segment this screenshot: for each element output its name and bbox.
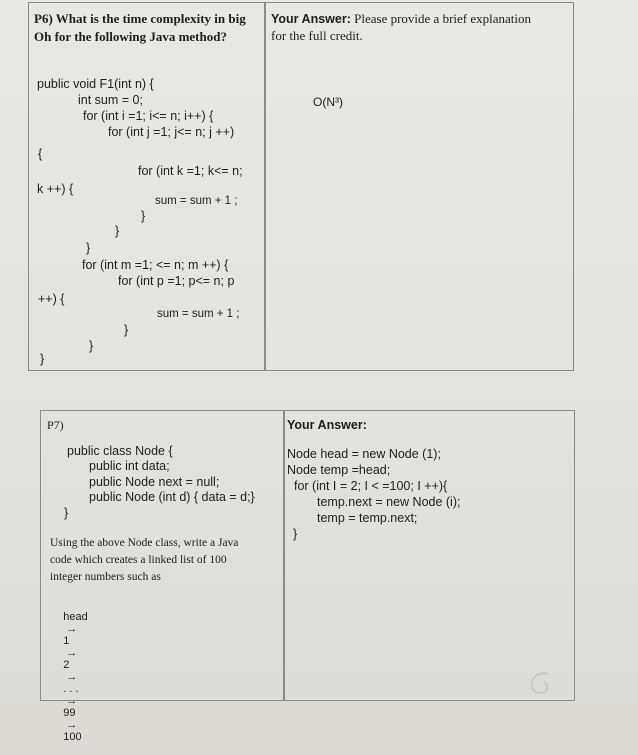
p6-code-line: }: [124, 323, 129, 337]
p7-prompt-line: code which creates a linked list of 100: [50, 554, 227, 566]
p6-code-line: for (int i =1; i<= n; i++) {: [83, 109, 214, 123]
p6-question-line-1: P6) What is the time complexity in big: [34, 11, 246, 26]
p6-code-line: for (int p =1; p<= n; p: [118, 274, 235, 288]
p6-code-line: sum = sum + 1 ;: [157, 308, 240, 320]
list-node-value: 100: [63, 731, 82, 743]
list-node-value: 2: [63, 659, 70, 671]
arrow-right-icon: →: [63, 695, 81, 707]
p7-answer-line: for (int I = 2; I < =100; I ++){: [294, 479, 448, 493]
arrow-right-icon: →: [63, 671, 81, 683]
arrow-right-icon: →: [63, 647, 81, 659]
p6-code-line: {: [38, 147, 43, 161]
p6-code-line: for (int j =1; j<= n; j ++): [108, 125, 235, 139]
p6-code-line: k ++) {: [37, 182, 74, 196]
p6-answer-instruction: [271, 11, 531, 27]
p7-answer-line: temp.next = new Node (i);: [317, 495, 461, 509]
p6-code-line: for (int k =1; k<= n;: [138, 164, 243, 178]
p7-code-line: public class Node {: [67, 444, 173, 458]
p6-code-line: sum = sum + 1 ;: [155, 195, 238, 207]
p7-answer-line: }: [293, 527, 298, 541]
p6-answer-instruction-text: Please provide a brief explanation: [350, 11, 532, 26]
p6-code-line: }: [89, 339, 94, 353]
p6-answer-value: O(N³): [313, 95, 343, 109]
list-head-label: head: [63, 611, 88, 623]
p6-code-line: }: [86, 241, 91, 255]
p7-answer-heading: Your Answer:: [287, 418, 367, 432]
p6-code-line: }: [40, 352, 45, 366]
p6-answer-box: [264, 2, 574, 371]
p7-label: P7): [47, 418, 64, 432]
p7-code-line: public int data;: [89, 459, 170, 473]
p7-answer-line: temp = temp.next;: [317, 511, 418, 525]
p7-code-line: public Node next = null;: [89, 475, 220, 489]
list-ellipsis: . . .: [63, 683, 79, 695]
list-node-value: 1: [63, 635, 70, 647]
list-node-value: 99: [63, 707, 76, 719]
p6-code-line: }: [141, 209, 146, 223]
p6-answer-heading: Your Answer:: [271, 12, 351, 26]
p6-code-line: int sum = 0;: [78, 93, 143, 107]
p7-answer-line: Node head = new Node (1);: [287, 447, 441, 461]
p7-answer-line: Node temp =head;: [287, 463, 391, 477]
p7-code-line: }: [64, 506, 69, 520]
p6-code-line: }: [115, 224, 120, 238]
p6-question-line-2: Oh for the following Java method?: [34, 29, 227, 44]
p6-code-line: ++) {: [38, 292, 65, 306]
p7-code-line: public Node (int d) { data = d;}: [89, 490, 255, 504]
p7-prompt-line: integer numbers such as: [50, 571, 161, 583]
p6-code-line: public void F1(int n) {: [37, 77, 154, 91]
linked-list-example: [51, 599, 88, 755]
pencil-scribble-icon: [520, 668, 560, 698]
p6-code-line: for (int m =1; <= n; m ++) {: [82, 258, 229, 272]
arrow-right-icon: →: [63, 719, 81, 731]
arrow-right-icon: →: [63, 623, 81, 635]
p7-prompt-line: Using the above Node class, write a Java: [50, 537, 239, 549]
p6-answer-instruction-line-2: for the full credit.: [271, 28, 363, 43]
